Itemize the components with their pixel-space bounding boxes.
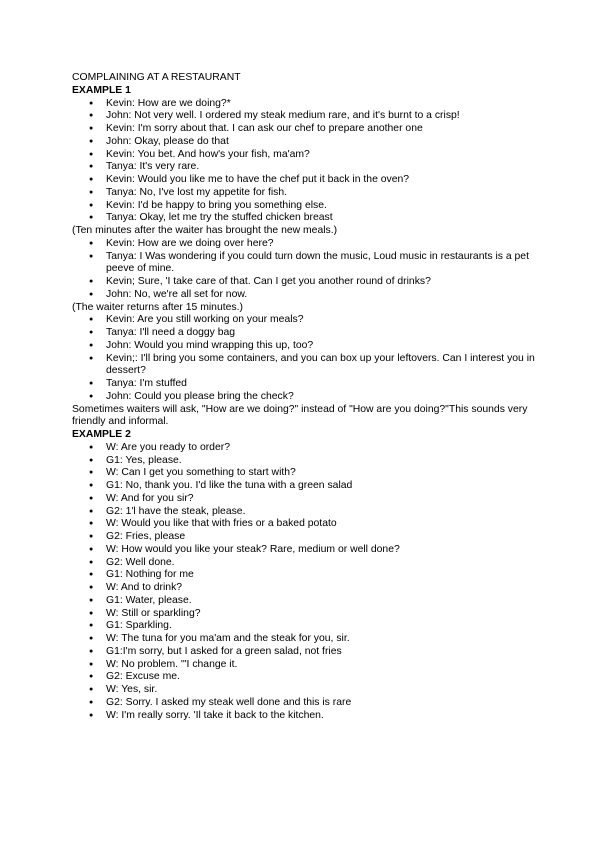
- dialogue-line: ● Kevin: How are we doing?*: [72, 98, 542, 111]
- dialogue-line: ● Kevin;: I'll bring you some containers, and you can box up your leftovers. Can I interest you in dessert?: [72, 353, 542, 379]
- dialogue-line: ● G2: Excuse me.: [72, 671, 542, 684]
- dialogue-line: ● G2: Sorry. I asked my steak well done and this is rare: [72, 697, 542, 710]
- dialogue-line: ● Tanya: Okay, let me try the stuffed chicken breast: [72, 212, 542, 225]
- dialogue-line: ● Kevin; Sure, 'I take care of that. Can I get you another round of drinks?: [72, 276, 542, 289]
- example-1-dialogue-part-2: [72, 238, 542, 302]
- dialogue-line: ● G1: Nothing for me: [72, 569, 542, 582]
- dialogue-line: ● W: How would you like your steak? Rare, medium or well done?: [72, 544, 542, 557]
- dialogue-line: ● Kevin: Are you still working on your meals?: [72, 314, 542, 327]
- dialogue-line: ● Kevin: I'm sorry about that. I can ask our chef to prepare another one: [72, 123, 542, 136]
- dialogue-line: ● Tanya: It's very rare.: [72, 161, 542, 174]
- document-title: COMPLAINING AT A RESTAURANT: [72, 72, 241, 83]
- dialogue-line: ● W: And to drink?: [72, 582, 542, 595]
- example-2-heading: EXAMPLE 2: [72, 429, 131, 440]
- dialogue-line: ● Tanya: I'm stuffed: [72, 378, 542, 391]
- dialogue-line: ● Kevin: Would you like me to have the chef put it back in the oven?: [72, 174, 542, 187]
- dialogue-line: ● John: Would you mind wrapping this up, too?: [72, 340, 542, 353]
- dialogue-line: ● W: Can I get you something to start with?: [72, 467, 542, 480]
- dialogue-line: ● G2: Well done.: [72, 557, 542, 570]
- dialogue-line: ● G2: 1'l have the steak, please.: [72, 506, 542, 519]
- dialogue-line: ● John: Not very well. I ordered my steak medium rare, and it's burnt to a crisp!: [72, 110, 542, 123]
- dialogue-line: ● John: Okay, please do that: [72, 136, 542, 149]
- dialogue-line: ● John: Could you please bring the check?: [72, 391, 542, 404]
- closing-paragraph: Sometimes waiters will ask, "How are we doing?" instead of "How are you doing?"This sounds very friendly and informal.: [72, 403, 528, 428]
- stage-note-2: (The waiter returns after 15 minutes.): [72, 301, 243, 313]
- example-1-dialogue-part-1: [72, 98, 542, 226]
- dialogue-line: ● G1: No, thank you. I'd like the tuna with a green salad: [72, 480, 542, 493]
- dialogue-line: ● Kevin: How are we doing over here?: [72, 238, 542, 251]
- dialogue-line: ● W: No problem. '"I change it.: [72, 659, 542, 672]
- dialogue-line: ● G1: Yes, please.: [72, 455, 542, 468]
- dialogue-line: ● Tanya: No, I've lost my appetite for fish.: [72, 187, 542, 200]
- dialogue-line: ● W: Yes, sir.: [72, 684, 542, 697]
- dialogue-line: ● Kevin: I'd be happy to bring you something else.: [72, 200, 542, 213]
- dialogue-line: ● John: No, we're all set for now.: [72, 289, 542, 302]
- dialogue-line: ● G2: Fries, please: [72, 531, 542, 544]
- dialogue-line: ● Tanya: I'll need a doggy bag: [72, 327, 542, 340]
- dialogue-line: ● W: And for you sir?: [72, 493, 542, 506]
- example-1-dialogue-part-3: [72, 314, 542, 403]
- example-1-heading: EXAMPLE 1: [72, 84, 131, 96]
- dialogue-line: ● Kevin: You bet. And how's your fish, ma'am?: [72, 149, 542, 162]
- dialogue-line: ● W: The tuna for you ma'am and the steak for you, sir.: [72, 633, 542, 646]
- document-page: [72, 72, 542, 722]
- dialogue-line: ● W: I'm really sorry. 'Il take it back to the kitchen.: [72, 710, 542, 723]
- stage-note-1: (Ten minutes after the waiter has brought the new meals.): [72, 225, 338, 236]
- example-2-dialogue: [72, 442, 542, 723]
- dialogue-line: ● G1: Sparkling.: [72, 620, 542, 633]
- dialogue-line: ● W: Are you ready to order?: [72, 442, 542, 455]
- dialogue-line: ● G1:I'm sorry, but I asked for a green salad, not fries: [72, 646, 542, 659]
- dialogue-line: ● W: Would you like that with fries or a baked potato: [72, 518, 542, 531]
- dialogue-line: ● G1: Water, please.: [72, 595, 542, 608]
- dialogue-line: ● W: Still or sparkling?: [72, 608, 542, 621]
- dialogue-line: ● Tanya: I Was wondering if you could turn down the music, Loud music in restaurants is a pet peeve of mine.: [72, 251, 542, 277]
